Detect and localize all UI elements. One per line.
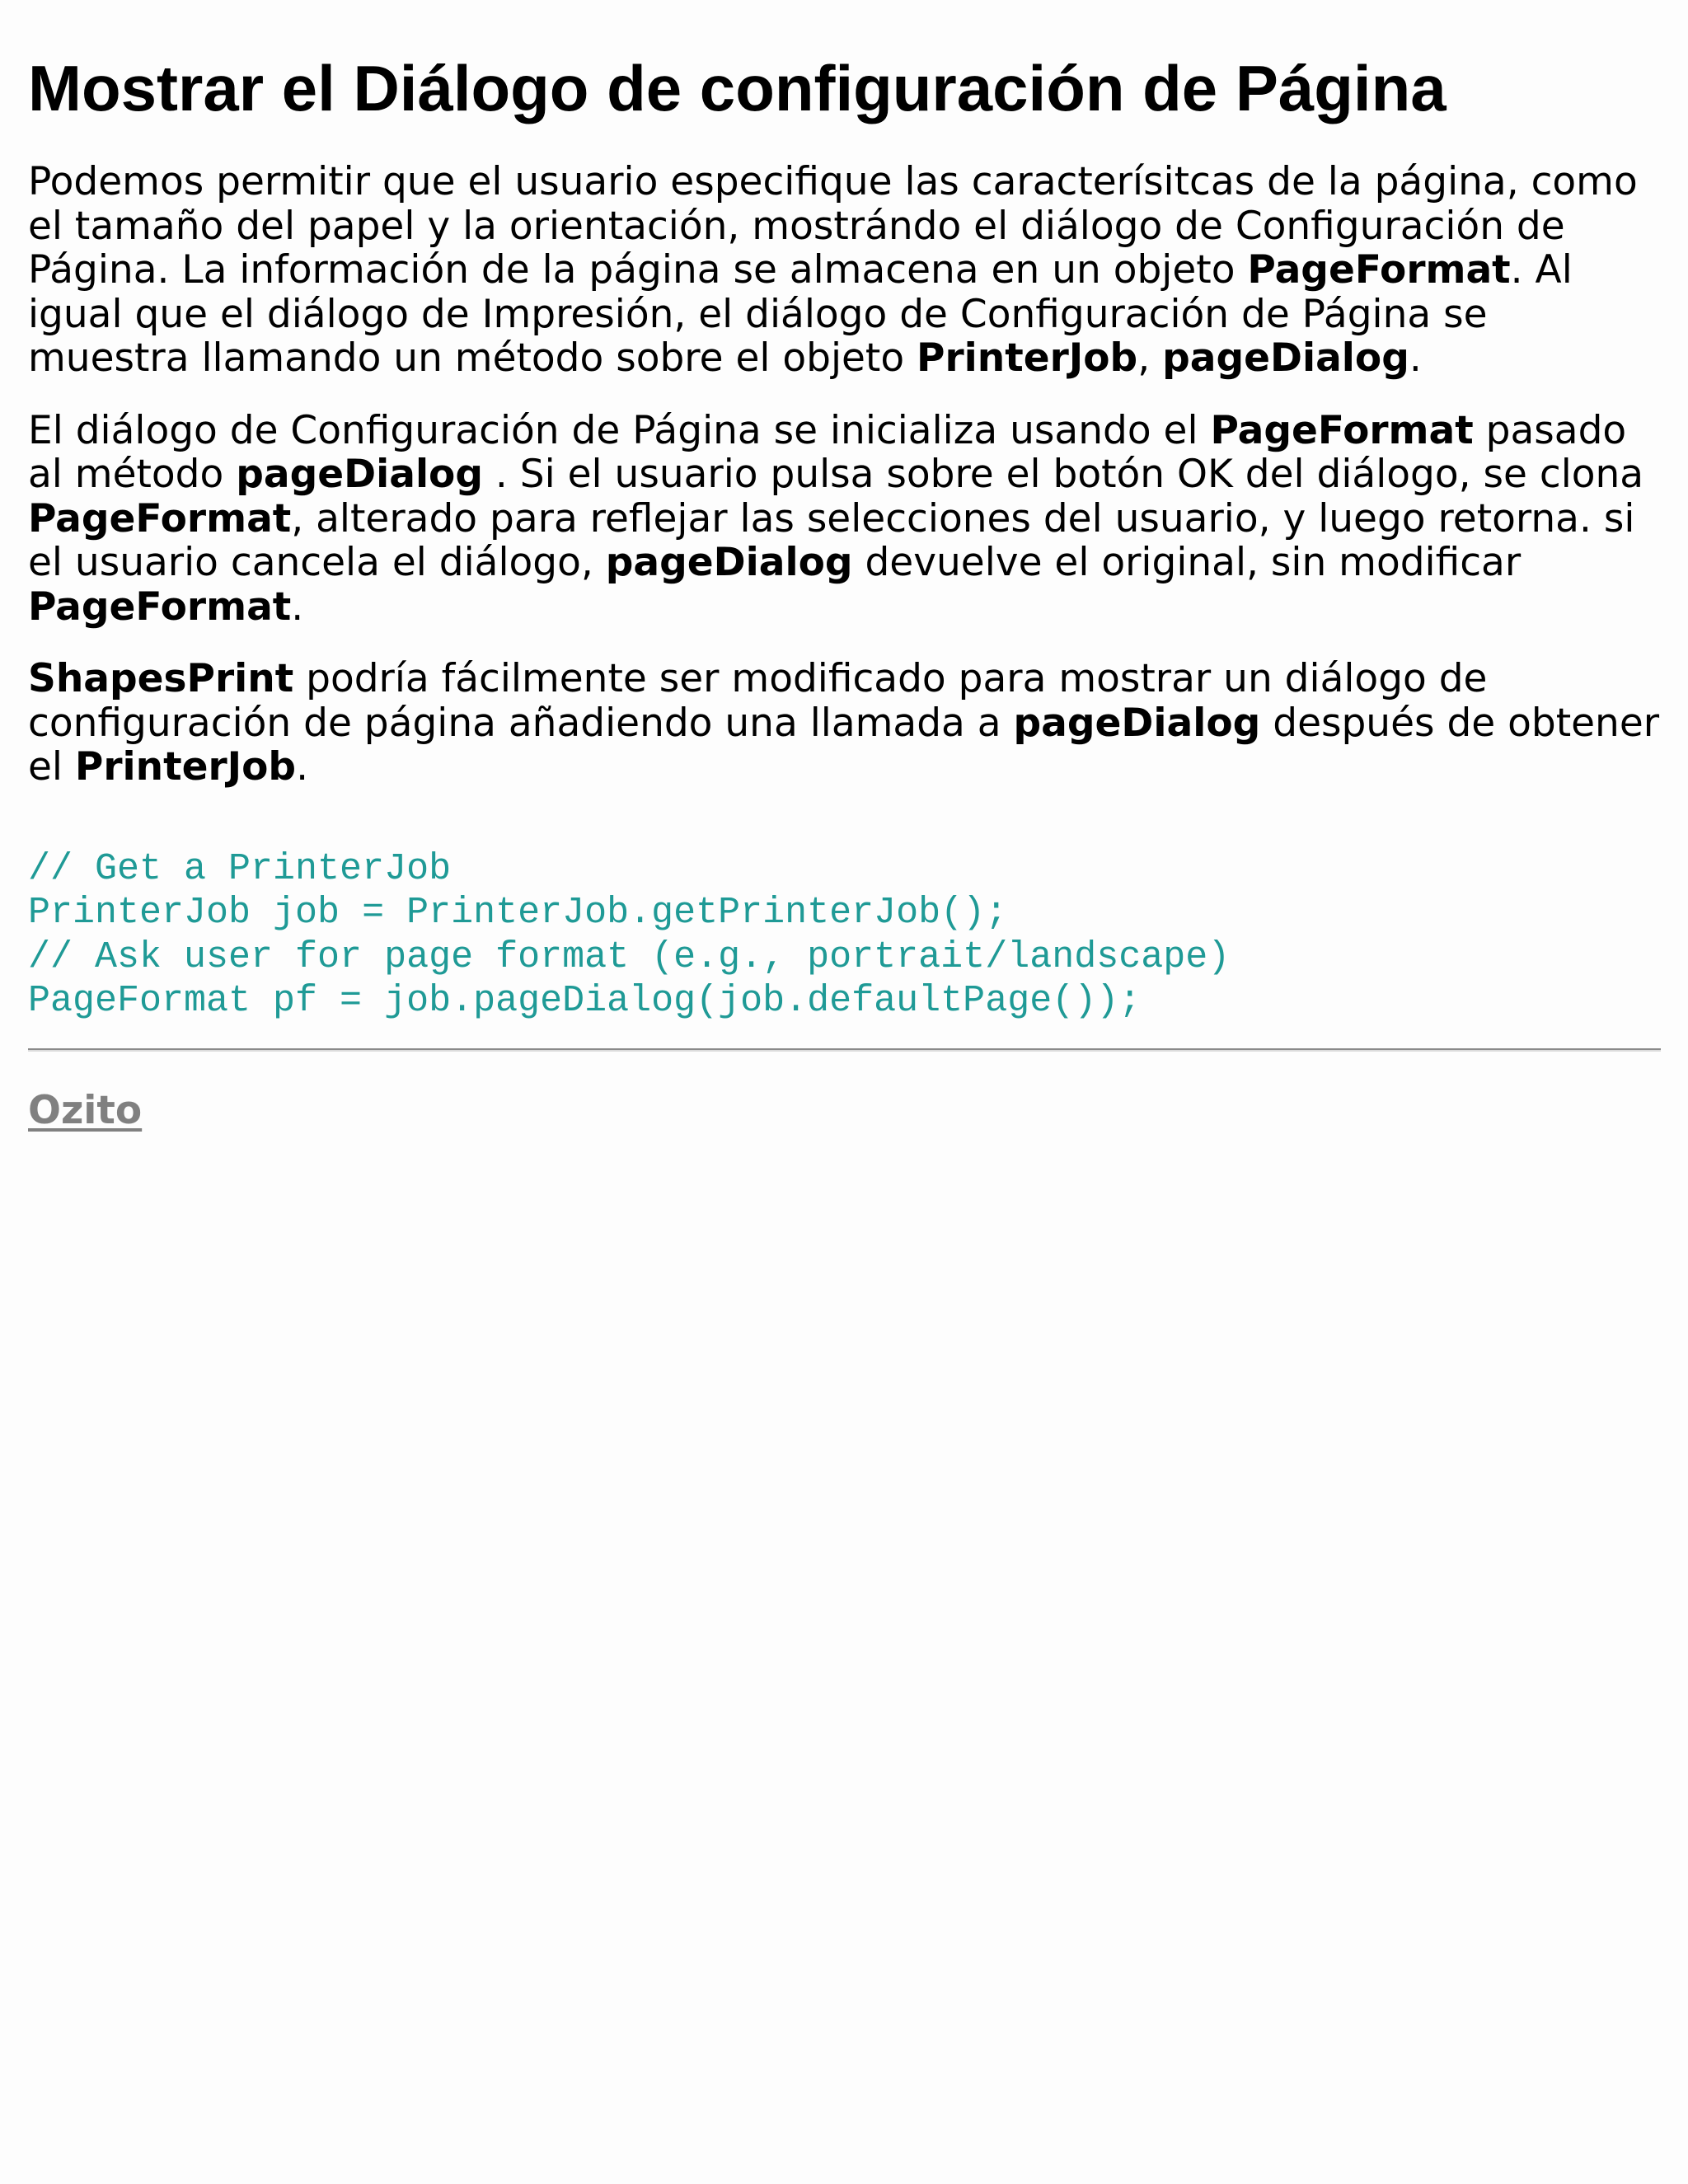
bold-term: ShapesPrint — [28, 656, 294, 701]
paragraph-text: . Al igual que el diálogo de Impresión, el diálogo de Configuración de Página se muestra llamando un método sobre el objeto — [28, 247, 1573, 381]
code-line: // Get a PrinterJob — [28, 847, 452, 890]
paragraph-text: . Si el usuario pulsa sobre el botón OK del diálogo, se clona — [482, 452, 1644, 497]
code-block — [28, 847, 1660, 1024]
paragraph-text: , alterado para reflejar las selecciones del usuario, y luego retorna. si el usuario cancela el diálogo, — [28, 495, 1635, 585]
page-title: Mostrar el Diálogo de configuración de Página — [28, 52, 1447, 124]
bold-term: pageDialog — [236, 452, 483, 497]
paragraph-text: devuelve el original, sin modificar — [852, 540, 1522, 585]
paragraph-intro — [28, 160, 1660, 381]
code-line: PageFormat pf = job.pageDialog(job.defaultPage()); — [28, 980, 1142, 1022]
paragraph-text: Podemos permitir que el usuario especifique las caracterísitcas de la página, como el tamaño del papel y la orientación, mostrándo el diálogo de Configuración de Página. La información de la página se almacena en un objeto — [28, 159, 1638, 293]
code-line: PrinterJob job = PrinterJob.getPrinterJob(); — [28, 892, 1008, 934]
paragraph-text: , — [1137, 335, 1163, 381]
bold-term: PageFormat — [1210, 407, 1474, 453]
paragraph-shapesprint — [28, 657, 1660, 790]
paragraph-text: pasado al método — [28, 407, 1627, 497]
bold-term: pageDialog — [1162, 335, 1409, 381]
bold-term: pageDialog — [1013, 700, 1261, 746]
ozito-link[interactable]: Ozito — [28, 1087, 143, 1133]
bold-term: PrinterJob — [917, 335, 1138, 381]
paragraph-initialization — [28, 409, 1660, 630]
paragraph-text: El diálogo de Configuración de Página se inicializa usando el — [28, 407, 1211, 453]
bold-term: PageFormat — [28, 495, 292, 541]
code-line: // Ask user for page format (e.g., portrait/landscape) — [28, 935, 1231, 978]
bold-term: PageFormat — [1247, 247, 1511, 293]
paragraph-text: podría fácilmente ser modificado para mostrar un diálogo de configuración de página añadiendo una llamada a — [28, 656, 1488, 746]
bold-term: pageDialog — [605, 540, 853, 585]
bold-term: PageFormat — [28, 583, 292, 630]
paragraph-text: después de obtener el — [28, 700, 1660, 790]
paragraph-text: . — [291, 583, 304, 630]
paragraph-text: . — [1409, 335, 1422, 381]
page-content — [28, 0, 1660, 1133]
bold-term: PrinterJob — [74, 744, 297, 790]
paragraph-text: . — [296, 744, 309, 790]
horizontal-divider — [28, 1048, 1661, 1052]
